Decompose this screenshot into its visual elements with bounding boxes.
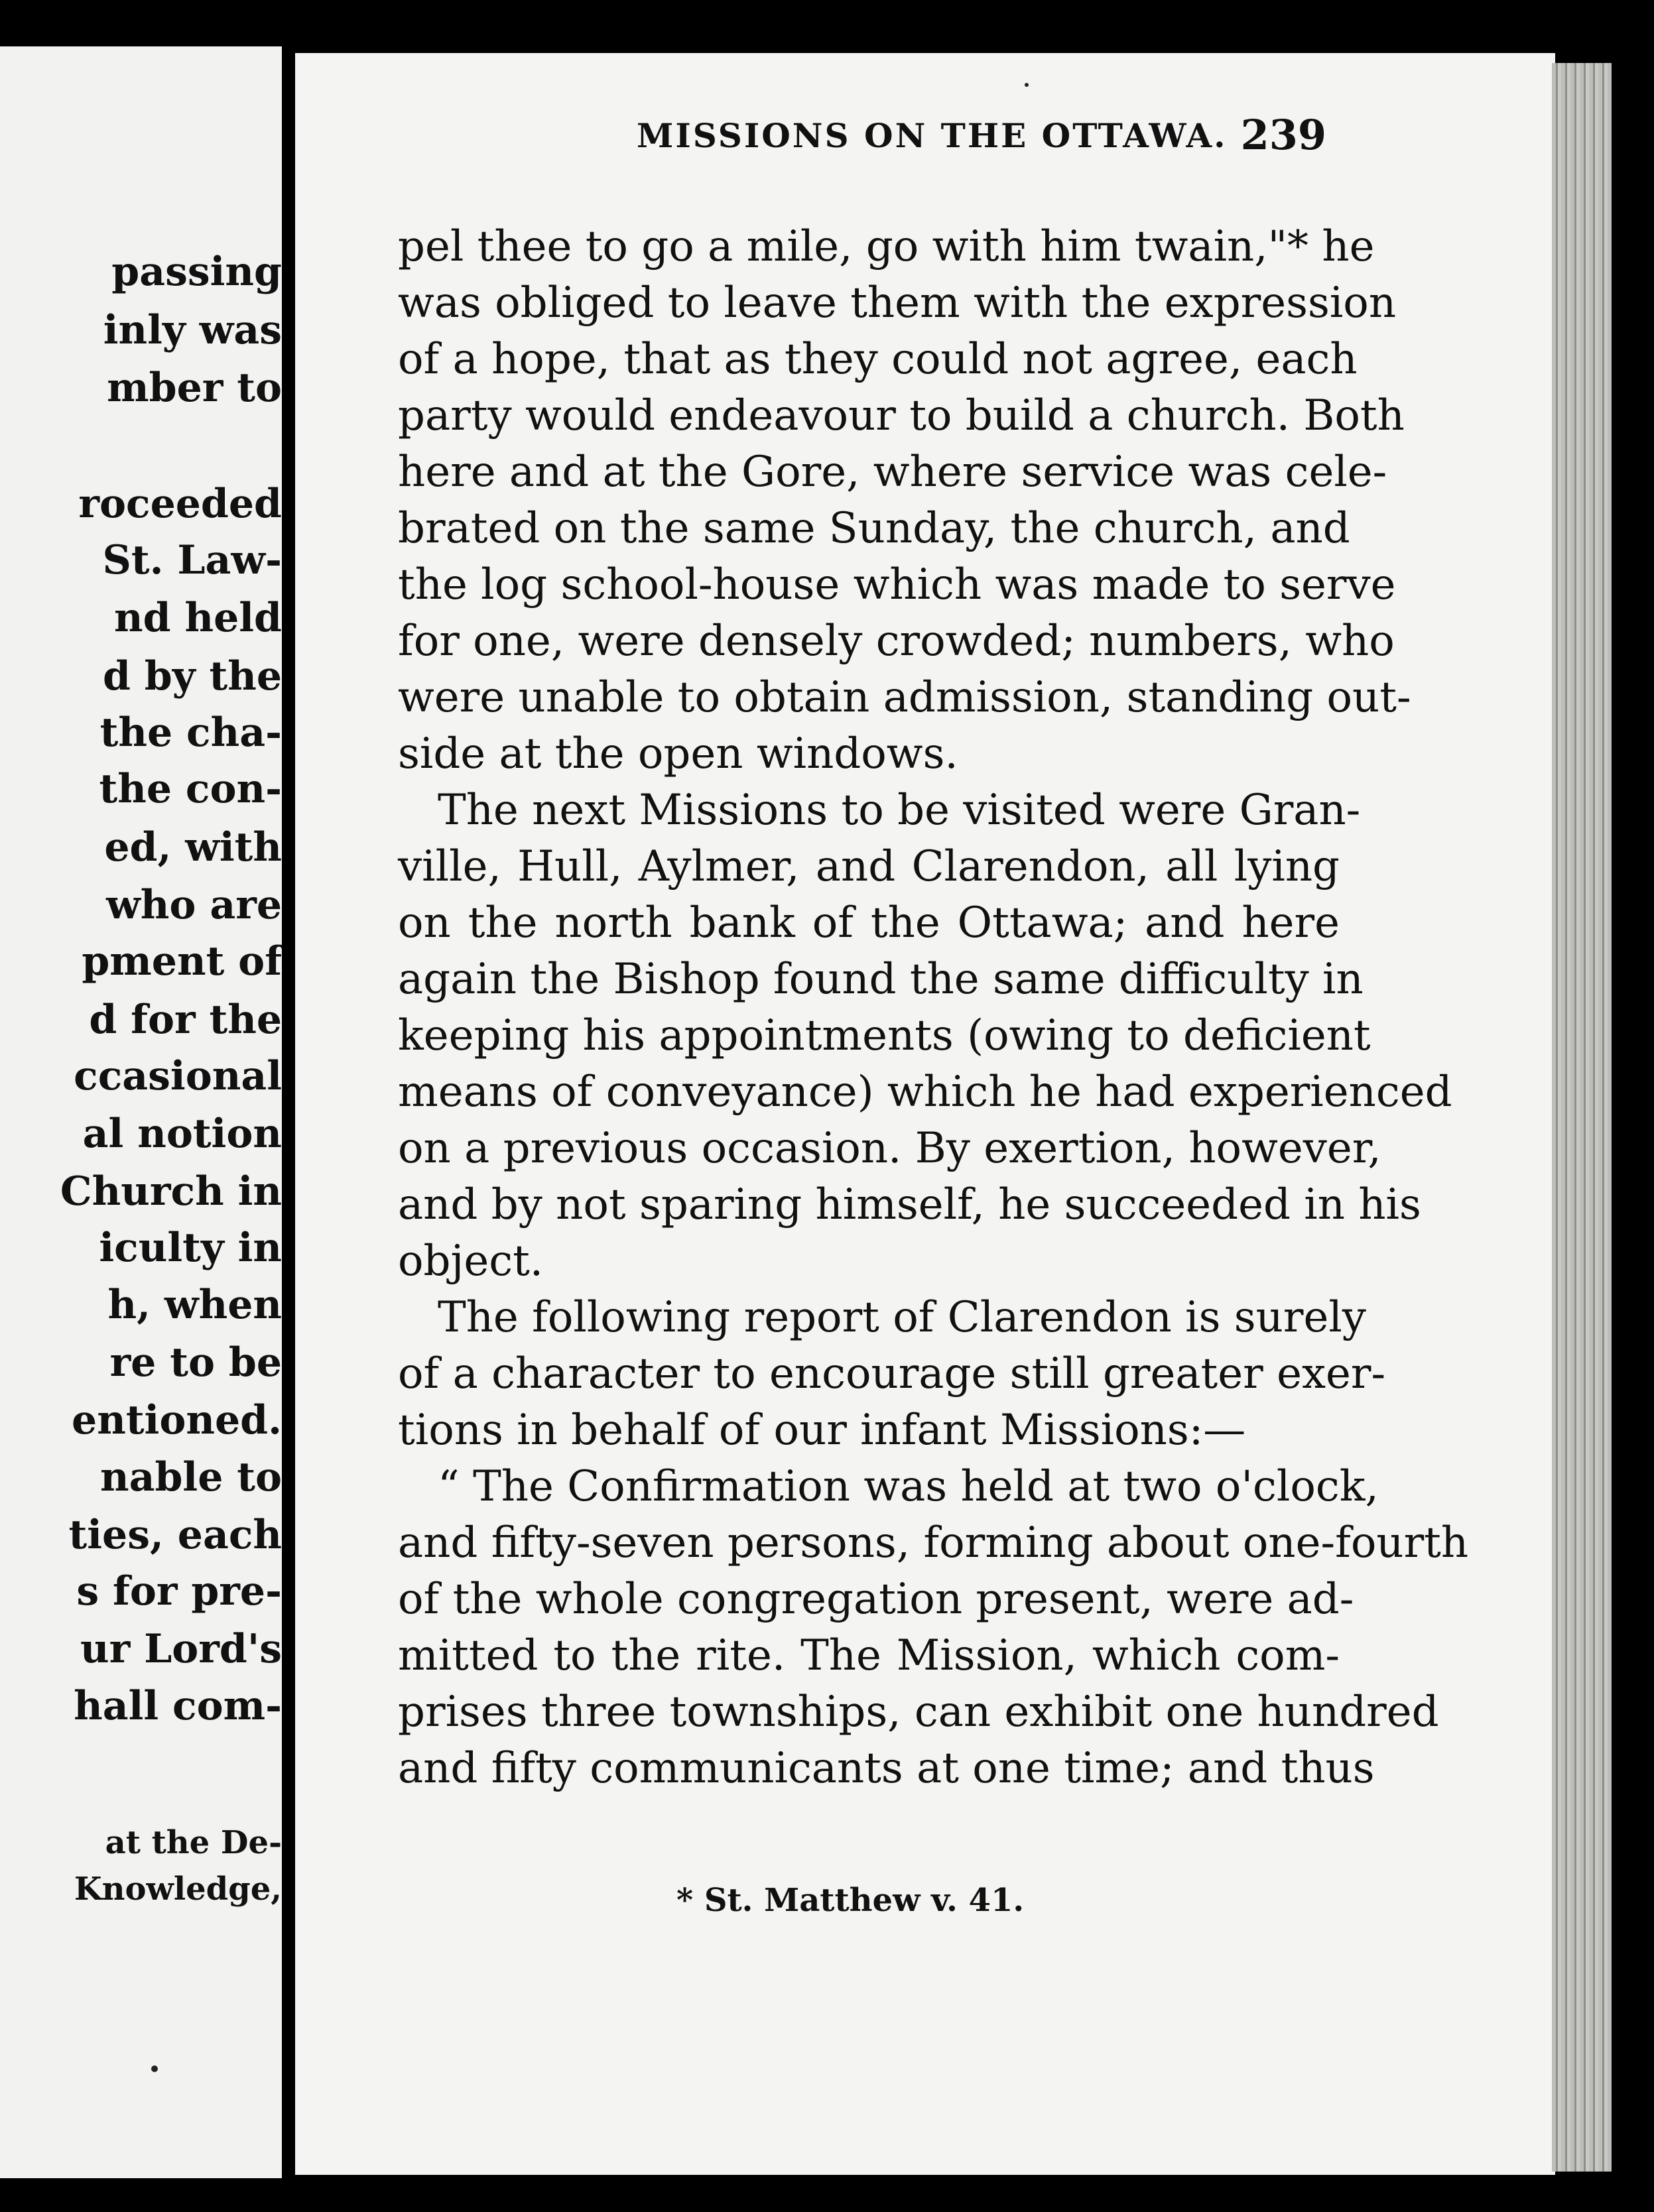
left-page-line: the cha- bbox=[99, 709, 282, 756]
text-line: of the whole congregation present, were ad- bbox=[398, 1575, 1354, 1624]
left-page-line: Church in bbox=[60, 1168, 282, 1215]
left-page-line: re to be bbox=[109, 1339, 282, 1386]
text-line: prises three townships, can exhibit one hundred bbox=[398, 1688, 1439, 1737]
page-header-title: MISSIONS ON THE OTTAWA. bbox=[637, 116, 1228, 155]
text-line: on a previous occasion. By exertion, however, bbox=[398, 1124, 1381, 1173]
left-page-footnote-line: at the De- bbox=[105, 1824, 282, 1861]
left-page-line: d for the bbox=[89, 997, 282, 1043]
page-edge-stack bbox=[1552, 63, 1612, 2172]
left-page-line: d by the bbox=[102, 653, 282, 700]
left-page-line: nable to bbox=[99, 1454, 282, 1501]
left-page-line: ur Lord's bbox=[80, 1626, 282, 1672]
left-page-line: mber to bbox=[107, 365, 282, 411]
text-line: here and at the Gore, where service was cele- bbox=[398, 448, 1387, 497]
text-line: the log school-house which was made to serve bbox=[398, 560, 1396, 609]
ink-speck bbox=[151, 2065, 158, 2072]
text-line: The next Missions to be visited were Gran- bbox=[438, 786, 1361, 835]
text-line: keeping his appointments (owing to deficient bbox=[398, 1011, 1371, 1060]
left-page-line: s for pre- bbox=[76, 1568, 282, 1615]
left-page-line: St. Law- bbox=[102, 537, 282, 584]
text-line: pel thee to go a mile, go with him twain,"* he bbox=[398, 222, 1375, 271]
text-line: object. bbox=[398, 1237, 544, 1286]
ink-speck bbox=[1025, 83, 1029, 87]
left-page-line: who are bbox=[106, 882, 282, 928]
left-page-line: the con- bbox=[99, 766, 282, 812]
text-line: The following report of Clarendon is surely bbox=[438, 1293, 1366, 1342]
left-page-line: ties, each bbox=[68, 1512, 282, 1558]
text-line: again the Bishop found the same difficulty in bbox=[398, 955, 1364, 1004]
left-page-line: roceeded bbox=[78, 481, 282, 527]
text-line: party would endeavour to build a church. Both bbox=[398, 391, 1405, 440]
left-page-line: al notion bbox=[82, 1111, 282, 1157]
text-line: “ The Confirmation was held at two o'clock, bbox=[438, 1462, 1379, 1511]
text-line: tions in behalf of our infant Missions:— bbox=[398, 1406, 1246, 1455]
text-line: on the north bank of the Ottawa; and here bbox=[398, 898, 1340, 948]
text-line: brated on the same Sunday, the church, and bbox=[398, 504, 1350, 553]
gutter-divider bbox=[282, 46, 295, 2178]
left-page-line: inly was bbox=[103, 307, 282, 353]
left-page-line: hall com- bbox=[74, 1683, 282, 1729]
left-page-line: iculty in bbox=[99, 1225, 282, 1271]
left-page-line: h, when bbox=[107, 1282, 282, 1328]
text-line: means of conveyance) which he had experienced bbox=[398, 1068, 1452, 1117]
body-text bbox=[398, 219, 1469, 1797]
text-line: were unable to obtain admission, standing out- bbox=[398, 673, 1411, 722]
text-line: side at the open windows. bbox=[398, 729, 958, 778]
left-page-footnote-line: Knowledge, bbox=[74, 1871, 282, 1908]
left-page-line: nd held bbox=[113, 595, 282, 641]
text-line: and fifty-seven persons, forming about one-fourth bbox=[398, 1518, 1469, 1567]
left-page-line: passing bbox=[111, 249, 282, 295]
footnote: * St. Matthew v. 41. bbox=[676, 1882, 1025, 1919]
text-line: and by not sparing himself, he succeeded in his bbox=[398, 1180, 1421, 1229]
text-line: of a character to encourage still greater exer- bbox=[398, 1349, 1386, 1398]
text-line: ville, Hull, Aylmer, and Clarendon, all lying bbox=[398, 842, 1340, 891]
text-line: for one, were densely crowded; numbers, who bbox=[398, 617, 1395, 666]
left-facing-page bbox=[0, 46, 282, 2178]
left-page-line: ccasional bbox=[74, 1053, 282, 1099]
text-line: and fifty communicants at one time; and thus bbox=[398, 1744, 1375, 1793]
text-line: was obliged to leave them with the expression bbox=[398, 278, 1397, 328]
left-page-line: entioned. bbox=[72, 1397, 282, 1444]
running-head bbox=[345, 111, 1326, 162]
left-page-line: ed, with bbox=[104, 824, 282, 871]
text-line: of a hope, that as they could not agree, each bbox=[398, 335, 1358, 384]
page-number: 239 bbox=[1240, 111, 1326, 159]
text-line: mitted to the rite. The Mission, which com- bbox=[398, 1631, 1340, 1680]
left-page-line: pment of bbox=[82, 938, 282, 985]
